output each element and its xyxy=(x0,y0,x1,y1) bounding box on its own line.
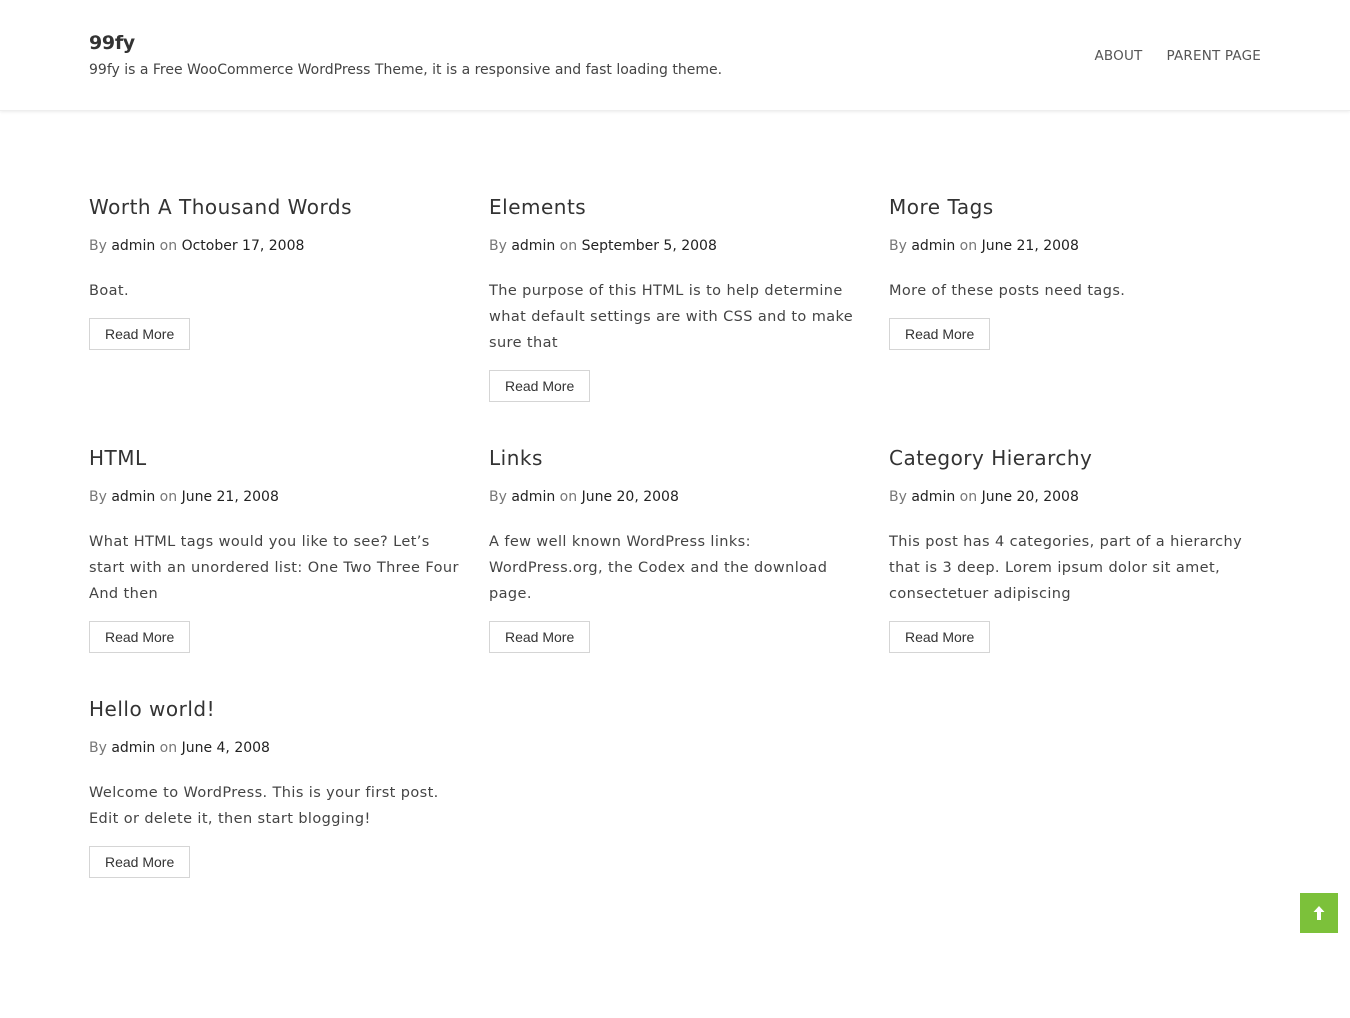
post-author[interactable]: admin xyxy=(111,238,156,254)
post-card xyxy=(489,445,859,653)
read-more-button[interactable]: Read More xyxy=(489,621,590,653)
post-date[interactable]: June 21, 2008 xyxy=(981,238,1079,254)
post-author[interactable]: admin xyxy=(511,238,556,254)
meta-on: on xyxy=(559,489,578,505)
post-meta xyxy=(89,236,459,256)
post-title[interactable]: Category Hierarchy xyxy=(889,446,1093,470)
post-date[interactable]: October 17, 2008 xyxy=(181,238,305,254)
meta-by: By xyxy=(489,238,507,254)
post-title[interactable]: Elements xyxy=(489,195,587,219)
post-card xyxy=(489,194,859,402)
post-title[interactable]: HTML xyxy=(89,446,147,470)
meta-by: By xyxy=(889,489,907,505)
post-card xyxy=(889,194,1259,350)
post-meta xyxy=(89,487,459,507)
post-meta xyxy=(889,487,1259,507)
post-meta xyxy=(89,738,459,758)
read-more-button[interactable]: Read More xyxy=(489,370,590,402)
meta-on: on xyxy=(959,489,978,505)
post-date[interactable]: June 20, 2008 xyxy=(981,489,1079,505)
scroll-to-top-button[interactable] xyxy=(1300,893,1338,933)
nav-item-about[interactable]: ABOUT xyxy=(1094,48,1143,64)
post-author[interactable]: admin xyxy=(111,740,156,756)
meta-on: on xyxy=(959,238,978,254)
post-excerpt: What HTML tags would you like to see? Let’s start with an unordered list: One Two Three Four And then xyxy=(89,534,459,602)
post-excerpt: More of these posts need tags. xyxy=(889,283,1126,299)
post-card xyxy=(89,194,459,350)
read-more-button[interactable]: Read More xyxy=(889,621,990,653)
post-date[interactable]: June 21, 2008 xyxy=(181,489,279,505)
site-header xyxy=(0,0,1350,111)
meta-on: on xyxy=(159,740,178,756)
post-author[interactable]: admin xyxy=(911,238,956,254)
meta-on: on xyxy=(159,489,178,505)
post-date[interactable]: September 5, 2008 xyxy=(581,238,717,254)
nav-item-parent-page[interactable]: PARENT PAGE xyxy=(1166,48,1261,64)
post-card xyxy=(889,445,1259,653)
meta-by: By xyxy=(89,740,107,756)
post-excerpt: Welcome to WordPress. This is your first post. Edit or delete it, then start blogging! xyxy=(89,785,439,827)
site-description: 99fy is a Free WooCommerce WordPress Theme, it is a responsive and fast loading theme. xyxy=(89,62,723,78)
post-excerpt: Boat. xyxy=(89,283,129,299)
meta-by: By xyxy=(489,489,507,505)
meta-on: on xyxy=(159,238,178,254)
post-date[interactable]: June 20, 2008 xyxy=(581,489,679,505)
post-title[interactable]: Links xyxy=(489,446,543,470)
read-more-button[interactable]: Read More xyxy=(89,846,190,878)
meta-by: By xyxy=(889,238,907,254)
post-author[interactable]: admin xyxy=(511,489,556,505)
post-meta xyxy=(489,236,859,256)
meta-by: By xyxy=(89,238,107,254)
post-author[interactable]: admin xyxy=(111,489,156,505)
post-card xyxy=(89,696,459,878)
read-more-button[interactable]: Read More xyxy=(889,318,990,350)
main-nav xyxy=(1094,48,1261,64)
read-more-button[interactable]: Read More xyxy=(89,621,190,653)
post-excerpt: The purpose of this HTML is to help determine what default settings are with CSS and to make sure that xyxy=(489,283,854,351)
post-meta xyxy=(489,487,859,507)
post-card xyxy=(89,445,459,653)
meta-by: By xyxy=(89,489,107,505)
post-title[interactable]: Worth A Thousand Words xyxy=(89,195,353,219)
post-author[interactable]: admin xyxy=(911,489,956,505)
site-title[interactable]: 99fy xyxy=(89,32,135,54)
arrow-up-icon xyxy=(1312,905,1326,921)
post-excerpt: A few well known WordPress links: WordPress.org, the Codex and the download page. xyxy=(489,534,828,602)
read-more-button[interactable]: Read More xyxy=(89,318,190,350)
post-title[interactable]: More Tags xyxy=(889,195,994,219)
meta-on: on xyxy=(559,238,578,254)
post-date[interactable]: June 4, 2008 xyxy=(181,740,270,756)
post-excerpt: This post has 4 categories, part of a hierarchy that is 3 deep. Lorem ipsum dolor sit amet, consectetuer adipiscing xyxy=(889,534,1243,602)
post-meta xyxy=(889,236,1259,256)
post-title[interactable]: Hello world! xyxy=(89,697,216,721)
